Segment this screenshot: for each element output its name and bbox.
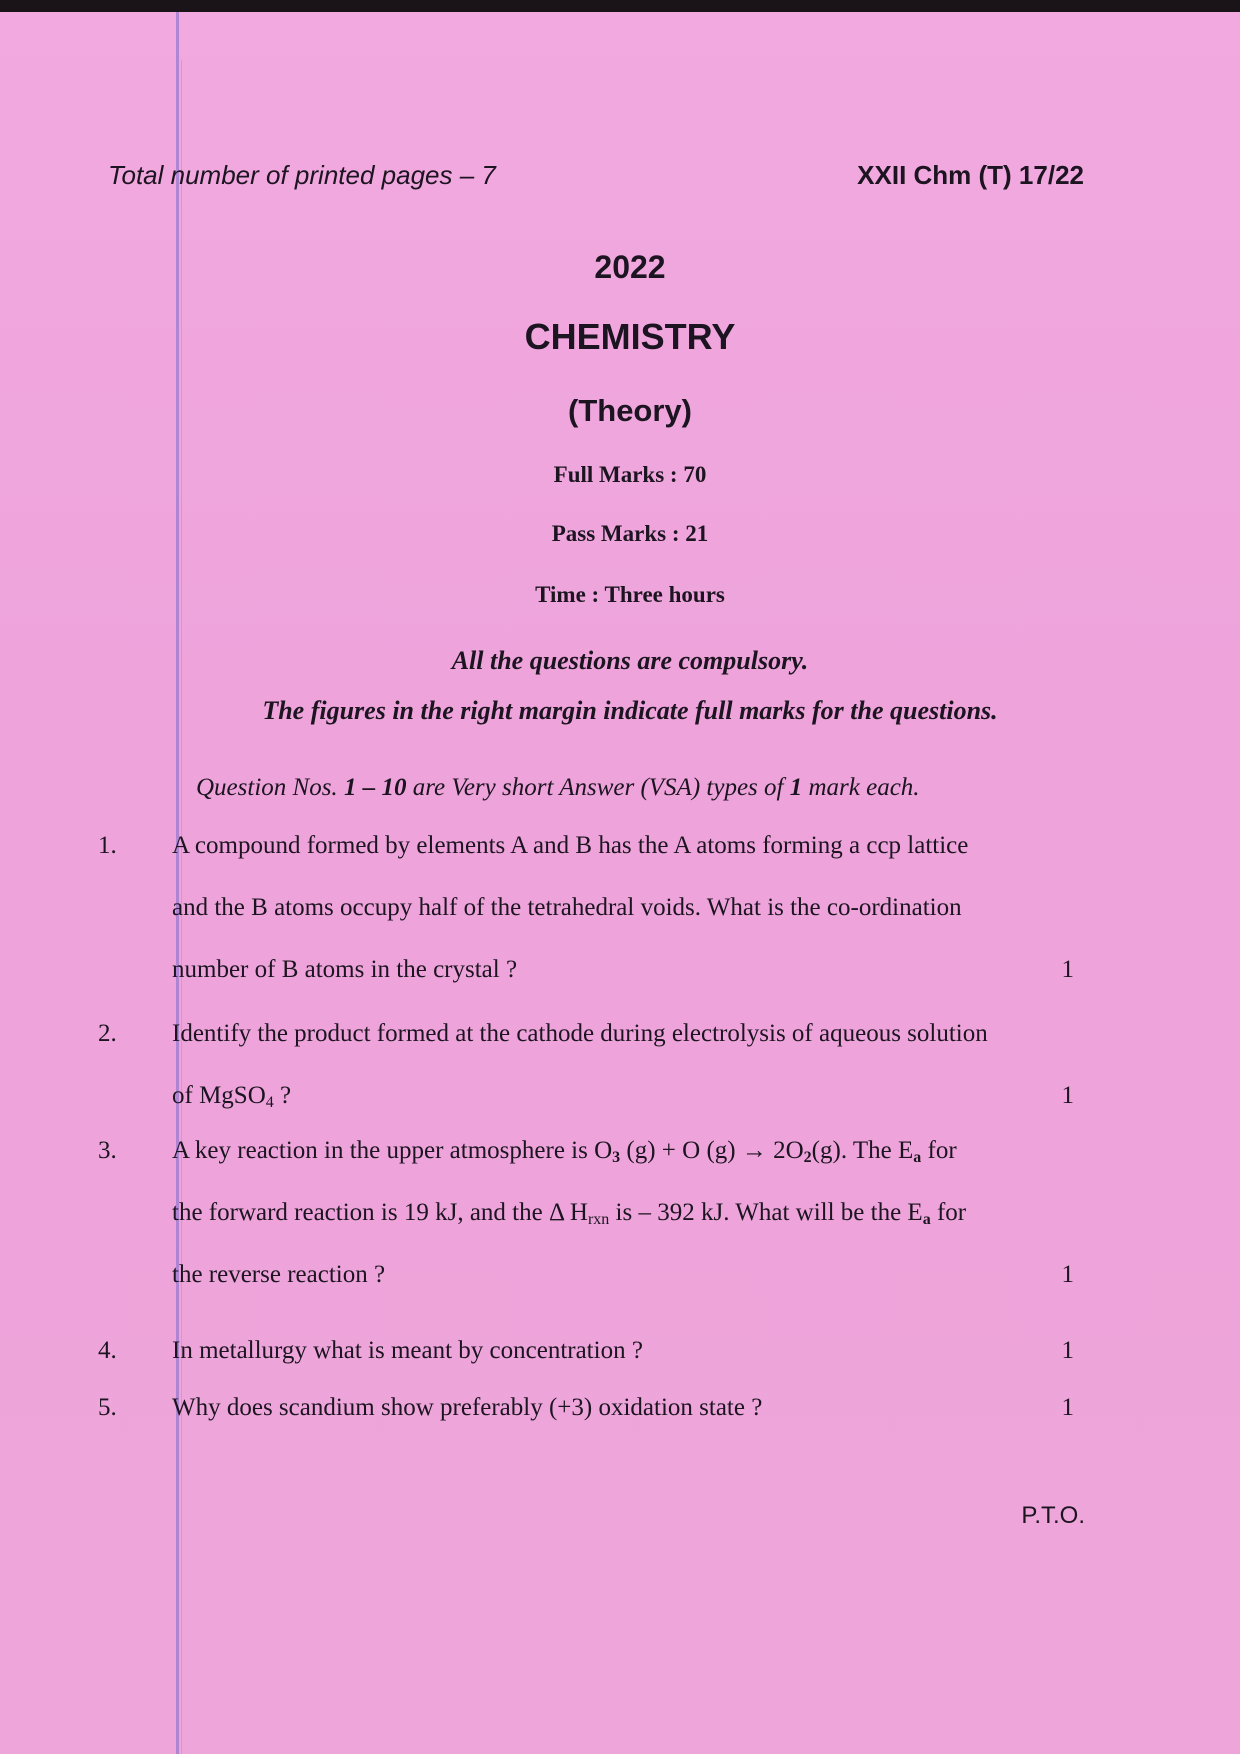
paper-code: XXII Chm (T) 17/22	[857, 160, 1084, 190]
question-line: A key reaction in the upper atmosphere is $O_3$ (g) + O $(g) \to 2O_2(g)$. The $E_a$ for	[172, 1137, 957, 1166]
section-note-mid: are Very short Answer (VSA) types of	[406, 774, 790, 801]
section-note-prefix: Question Nos.	[196, 774, 344, 801]
question-line: A compound formed by elements A and B has the A atoms forming a ccp lattice	[172, 832, 969, 859]
instruction-compulsory: All the questions are compulsory.	[451, 646, 809, 675]
question-line: and the B atoms occupy half of the tetrahedral voids. What is the co-ordination	[172, 894, 962, 921]
question-line: the forward reaction is 19 kJ, and the Δ $H_{rxn}$ is – 392 kJ. What will be the $E_a$ for	[172, 1199, 967, 1228]
question-number: 4.	[98, 1337, 117, 1364]
question-line: Identify the product formed at the cathode during electrolysis of aqueous solution	[172, 1020, 988, 1047]
instruction-marks-margin: The figures in the right margin indicate full marks for the questions.	[262, 696, 998, 725]
time-allowed: Time : Three hours	[535, 582, 725, 607]
question-marks: 1	[1061, 1261, 1074, 1288]
question-number: 5.	[98, 1394, 117, 1421]
question-line: the reverse reaction ?	[172, 1261, 386, 1288]
section-note-range: 1 – 10	[343, 774, 407, 801]
question-number: 2.	[98, 1020, 117, 1047]
question-line: In metallurgy what is meant by concentration ?	[172, 1337, 643, 1364]
scan-top-edge	[0, 0, 1240, 12]
full-marks: Full Marks : 70	[553, 462, 707, 487]
question-number: 3.	[98, 1137, 117, 1164]
section-note	[196, 774, 920, 802]
section-note-suffix: mark each.	[802, 774, 920, 801]
pass-marks: Pass Marks : 21	[551, 521, 709, 546]
question-marks: 1	[1061, 1394, 1074, 1421]
exam-year: 2022	[594, 249, 666, 285]
section-note-mark: 1	[789, 774, 803, 801]
question-line: number of B atoms in the crystal ?	[172, 956, 518, 983]
question-line: of MgSO$_4$ ?	[172, 1082, 292, 1111]
question-marks: 1	[1061, 1082, 1074, 1109]
paper-type: (Theory)	[568, 393, 692, 428]
question-marks: 1	[1061, 956, 1074, 983]
question-line: Why does scandium show preferably (+3) oxidation state ?	[172, 1394, 763, 1421]
printed-pages-note: Total number of printed pages – 7	[108, 160, 496, 190]
question-number: 1.	[98, 832, 117, 859]
question-marks: 1	[1061, 1337, 1074, 1364]
pto-label: P.T.O.	[1021, 1502, 1085, 1529]
subject-title: CHEMISTRY	[524, 316, 736, 357]
